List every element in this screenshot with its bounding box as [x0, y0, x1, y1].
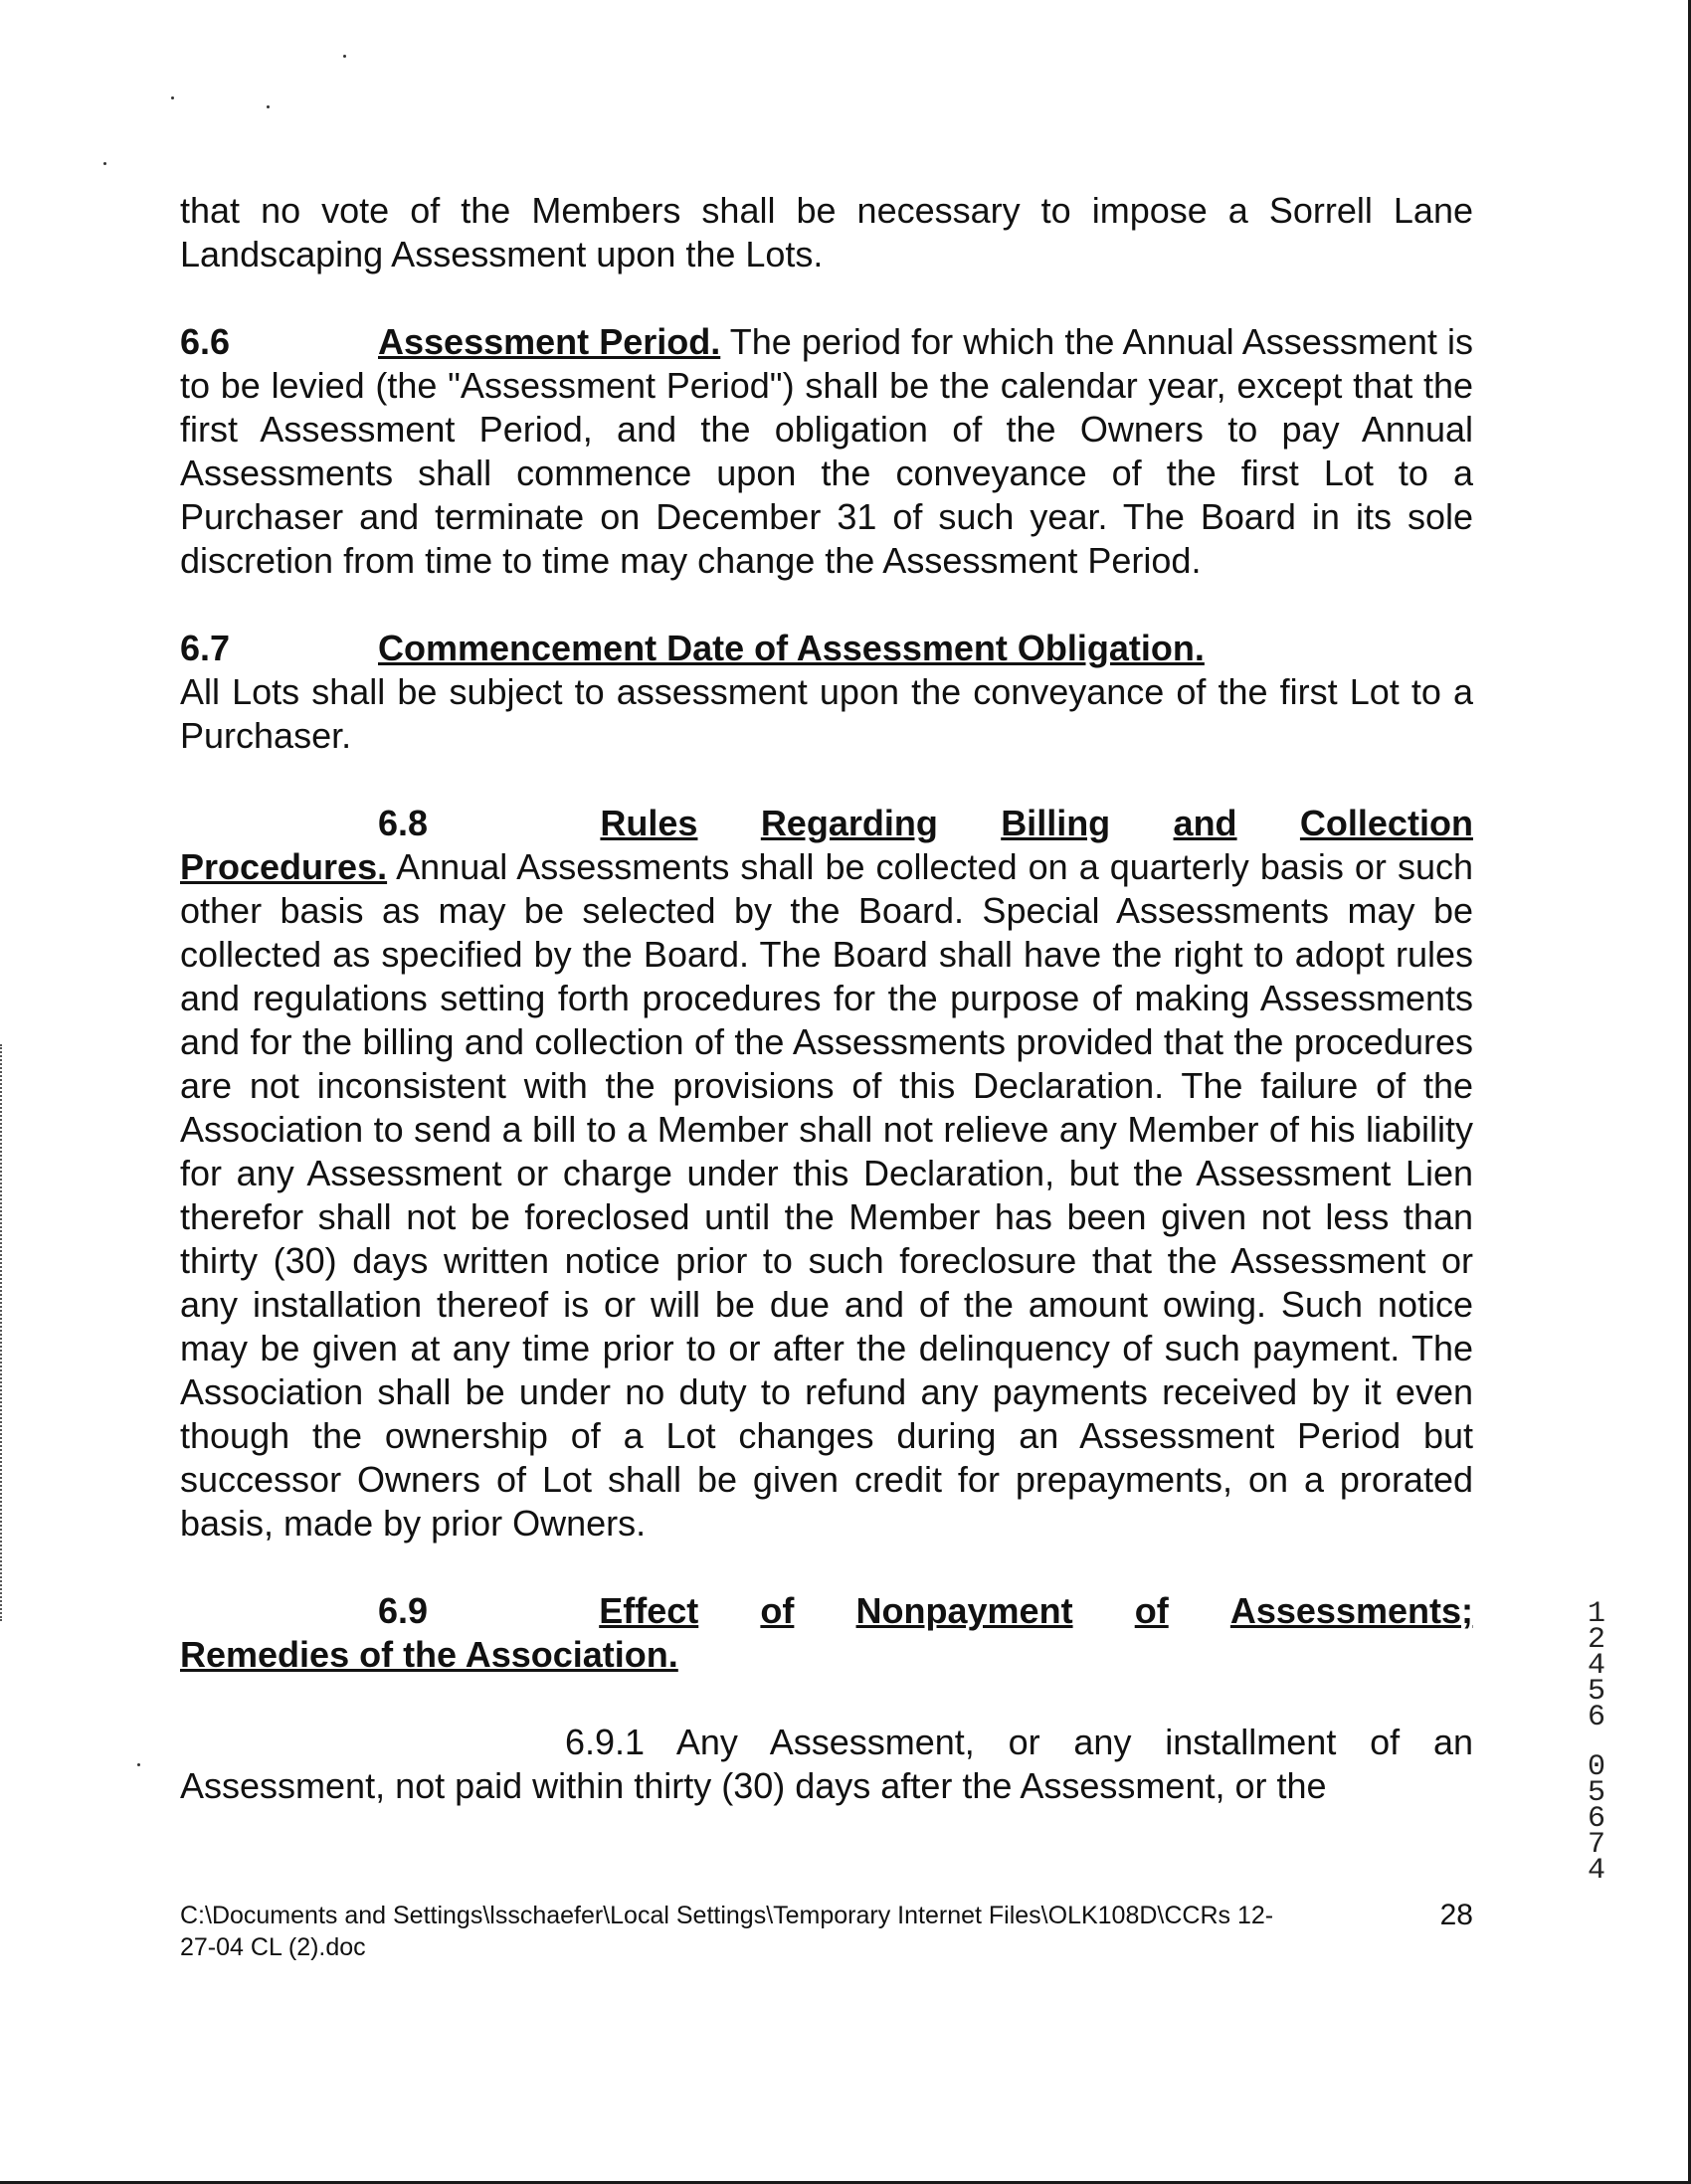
page-footer: [180, 1900, 1473, 1963]
page-number: 28: [1439, 1899, 1473, 1931]
section-heading: [180, 627, 1473, 670]
section-title: Commencement Date of Assessment Obligation.: [378, 628, 1205, 668]
section-6-9-block: [180, 1589, 1473, 1677]
scan-speck: [343, 55, 346, 58]
section-heading: [180, 802, 1473, 845]
scan-margin-mark: [0, 1044, 4, 1621]
section-body: [180, 845, 1473, 1546]
stamp-digit: 5: [1587, 1776, 1605, 1810]
section-title-word: Regarding: [760, 803, 938, 843]
stamp-digit: 0: [1587, 1750, 1605, 1784]
section-title-word: Collection: [1299, 803, 1473, 843]
section-title: Assessment Period.: [378, 321, 721, 362]
file-path-line-2: 27-04 CL (2).doc: [180, 1933, 366, 1961]
subsection-text: 6.9.1 Any Assessment, or any installment of an Assessment, not paid within thirty (30) days after the Assessment, or the: [180, 1722, 1473, 1806]
section-body-text: Annual Assessments shall be collected on a quarterly basis or such other basis as may be selected by the Board. Special Assessments may be collected as specified by the Board. The Board shall have the right to adopt rules and regulations setting forth procedures for the purpose of making Assessments and for the billing and collection of the Assessments provided that the procedures are not inconsistent with the provisions of this Declaration. The failure of the Association to send a bill to a Member shall not relieve any Member of his liability for any Assessment or charge under this Declaration, but the Assessment Lien therefor shall not be foreclosed until the Member has been given not less than thirty (30) days written notice prior to such foreclosure that the Assessment or any installation thereof is or will be due and of the amount owing. Such notice may be given at any time prior to or after the delinquency of such payment. The Association shall be under no duty to refund any payments received by it even though the ownership of a Lot changes during an Assessment Period but successor Owners of Lot shall be given credit for prepayments, on a prorated basis, made by prior Owners.: [180, 846, 1473, 1544]
stamp-digit: 6: [1587, 1701, 1605, 1734]
section-number: 6.8: [378, 803, 429, 843]
section-title-word: Nonpayment: [855, 1590, 1073, 1631]
section-6-8-block: [180, 802, 1473, 1546]
section-body: All Lots shall be subject to assessment upon the conveyance of the first Lot to a Purchaser.: [180, 671, 1473, 756]
section-6-7-block: [180, 627, 1473, 758]
stamp-digit: 4: [1587, 1854, 1605, 1888]
section-6-6-paragraph: [180, 320, 1473, 583]
section-title-word: Assessments;: [1229, 1590, 1473, 1631]
stamp-digit: 7: [1587, 1828, 1605, 1862]
section-title-word: Rules: [600, 803, 698, 843]
footer-row: [180, 1900, 1473, 1931]
section-number: 6.7: [180, 628, 231, 668]
section-title-word: and: [1173, 803, 1237, 843]
document-body: [180, 189, 1473, 1808]
document-number-stamp: [1577, 1597, 1616, 1888]
scan-speck: [171, 96, 174, 99]
section-title-word: of: [1134, 1590, 1169, 1631]
section-title-word: of: [760, 1590, 795, 1631]
scan-speck: [103, 162, 106, 165]
section-number: 6.9: [378, 1590, 429, 1631]
stamp-digit: 6: [1587, 1802, 1605, 1836]
stamp-digit: 4: [1587, 1649, 1605, 1683]
section-title-word: Effect: [599, 1590, 699, 1631]
section-body: The period for which the Annual Assessment is to be levied (the "Assessment Period") shall be the calendar year, except that the first Assessment Period, and the obligation of the Owners to pay Annual Assessments shall commence upon the conveyance of the first Lot to a Purchaser and terminate on December 31 of such year. The Board in its sole discretion from time to time may change the Assessment Period.: [180, 321, 1473, 581]
section-heading: [180, 1589, 1473, 1633]
section-title-end: Procedures.: [180, 846, 388, 887]
continuation-paragraph: that no vote of the Members shall be necessary to impose a Sorrell Lane Landscaping Assessment upon the Lots.: [180, 190, 1473, 274]
section-title-word: Billing: [1001, 803, 1111, 843]
section-number: 6.6: [180, 321, 231, 362]
scan-speck: [267, 105, 270, 108]
scan-speck: [137, 1763, 140, 1766]
stamp-digit: 1: [1587, 1597, 1605, 1631]
section-title-end: Remedies of the Association.: [180, 1634, 678, 1675]
stamp-digit: 5: [1587, 1675, 1605, 1709]
subsection-6-9-1-paragraph: [180, 1721, 1473, 1808]
file-path-line-1: C:\Documents and Settings\lsschaefer\Local Settings\Temporary Internet Files\OLK108D\CCRs 12-: [180, 1902, 1274, 1929]
stamp-digit: 2: [1587, 1623, 1605, 1657]
